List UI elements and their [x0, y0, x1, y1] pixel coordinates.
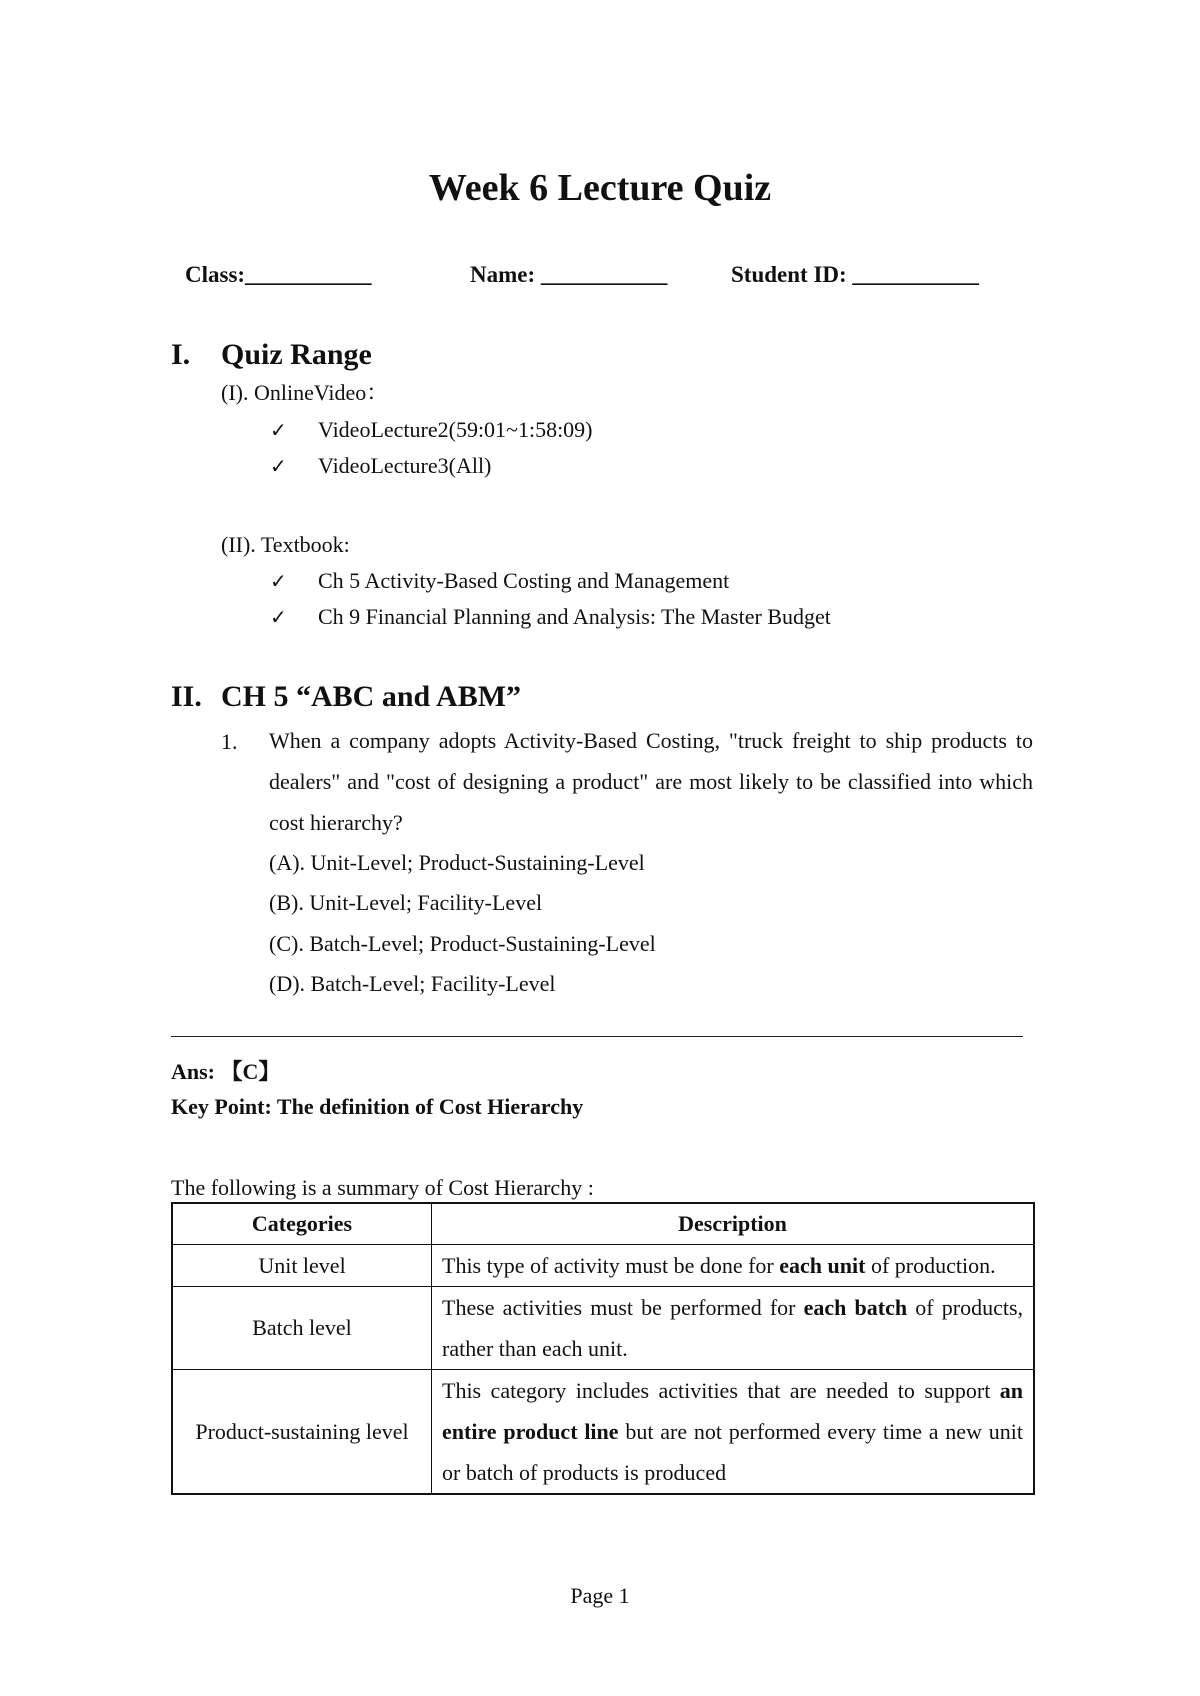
table-cell-description — [432, 1245, 1035, 1287]
table-cell-category: Batch level — [172, 1287, 432, 1370]
range-item — [270, 570, 729, 592]
range-item — [270, 455, 491, 477]
check-icon: ✓ — [270, 454, 287, 478]
table-row — [172, 1245, 1034, 1287]
desc-emphasis: each batch — [803, 1295, 908, 1320]
online-video-label: (I). OnlineVideo： — [221, 380, 389, 405]
table-cell-description — [432, 1370, 1035, 1495]
question-text: When a company adopts Activity-Based Costing, "truck freight to ship products to dealers" and "cost of designing a product" are most likely to be classified into which cost hierarchy? — [269, 728, 1033, 835]
range-item-text: VideoLecture3(All) — [318, 453, 492, 478]
check-icon: ✓ — [270, 418, 287, 442]
range-item-text: Ch 9 Financial Planning and Analysis: The Master Budget — [318, 604, 831, 629]
cost-hierarchy-table — [171, 1202, 1035, 1495]
option-d: (D). Batch-Level; Facility-Level — [269, 971, 556, 996]
range-item — [270, 606, 831, 628]
page-number: Page 1 — [570, 1583, 630, 1608]
table-cell-description — [432, 1287, 1035, 1370]
textbook-label: (II). Textbook: — [221, 532, 350, 557]
key-point-line: Key Point: The definition of Cost Hierarchy — [171, 1094, 584, 1119]
question-number: 1. — [221, 729, 238, 754]
section-2-heading — [171, 680, 521, 714]
check-icon: ✓ — [270, 569, 287, 593]
name-field-label: Name: ___________ — [470, 262, 668, 287]
desc-emphasis: an entire product line — [442, 1378, 1023, 1444]
check-icon: ✓ — [270, 605, 287, 629]
desc-text: of products, rather than each unit. — [442, 1295, 1024, 1361]
page-title: Week 6 Lecture Quiz — [428, 167, 772, 209]
table-cell-category: Unit level — [172, 1245, 432, 1287]
desc-text: of production. — [865, 1253, 996, 1278]
option-a: (A). Unit-Level; Product-Sustaining-Level — [269, 850, 645, 875]
answer-line: Ans: 【C】 — [171, 1059, 281, 1084]
desc-text: This category includes activities that are needed to support — [442, 1378, 1000, 1403]
section-1-number: I. — [171, 338, 191, 371]
student-id-field-label: Student ID: ___________ — [731, 262, 979, 287]
table-cell-category: Product-sustaining level — [172, 1370, 432, 1495]
table-header-row — [172, 1203, 1034, 1245]
section-2-number: II. — [171, 680, 202, 713]
table-header-description: Description — [432, 1203, 1035, 1245]
range-item-text: VideoLecture2(59:01~1:58:09) — [318, 417, 593, 442]
divider — [171, 1036, 1023, 1037]
section-2-title: CH 5 “ABC and ABM” — [221, 680, 522, 713]
table-header-categories: Categories — [172, 1203, 432, 1245]
desc-emphasis: each unit — [779, 1253, 866, 1278]
desc-text: These activities must be performed for — [442, 1295, 804, 1320]
section-1-heading — [171, 338, 372, 372]
option-b: (B). Unit-Level; Facility-Level — [269, 890, 543, 915]
table-row — [172, 1287, 1034, 1370]
desc-text: but are not performed every time a new unit or batch of products is produced — [442, 1419, 1023, 1485]
option-c: (C). Batch-Level; Product-Sustaining-Level — [269, 931, 656, 956]
range-item-text: Ch 5 Activity-Based Costing and Management — [318, 568, 730, 593]
table-row — [172, 1370, 1034, 1495]
class-field-label: Class:___________ — [185, 262, 372, 287]
desc-text: This type of activity must be done for — [442, 1253, 780, 1278]
section-1-title: Quiz Range — [221, 338, 372, 371]
range-item — [270, 419, 593, 441]
summary-intro: The following is a summary of Cost Hierarchy : — [171, 1175, 594, 1200]
